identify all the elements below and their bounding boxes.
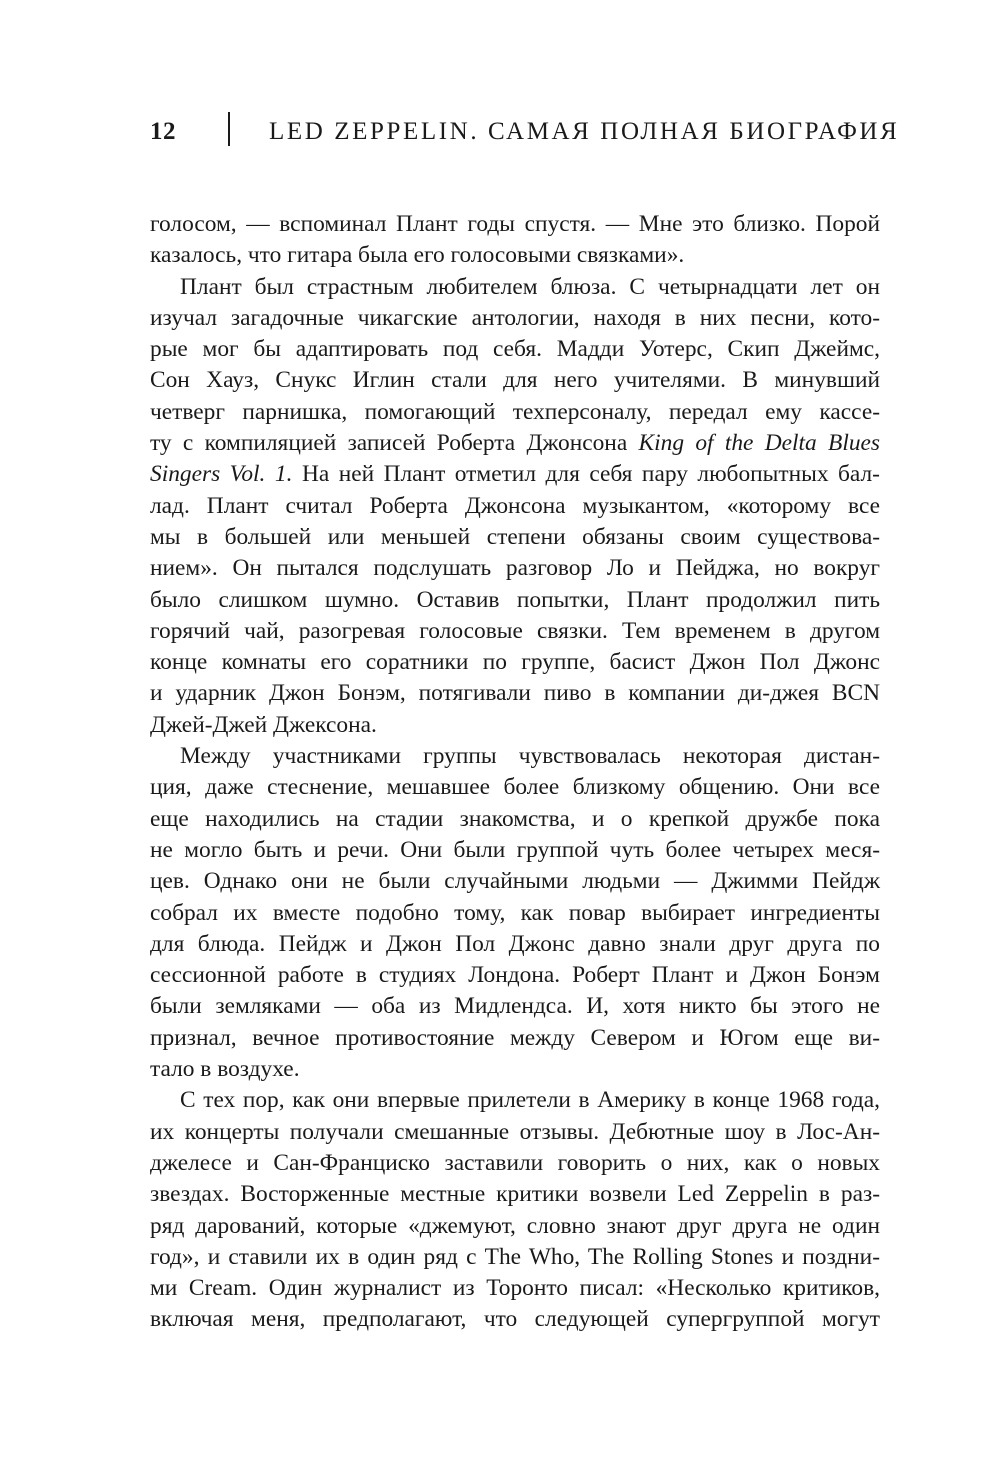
body-text: [150, 209, 880, 1336]
text-line: ряд дарований, которые «джемуют, словно знают друг друга не один: [150, 1212, 880, 1239]
text-line: для блюда. Пейдж и Джон Пол Джонс давно знали друг друга по: [150, 930, 880, 957]
text-line: горячий чай, разогревая голосовые связки. Тем временем в другом: [150, 617, 880, 644]
text-line: рые мог бы адаптировать под себя. Мадди Уотерс, Скип Джеймс,: [150, 336, 880, 363]
text-line: ми Cream. Один журналист из Торонто писал: «Несколько критиков,: [150, 1275, 880, 1302]
header-divider: [228, 112, 230, 146]
text-line: мы в большей или меньшей степени обязаны своим существова-: [150, 523, 880, 550]
text-line: казалось, что гитара была его голосовыми связками».: [150, 242, 685, 269]
text-line: собрал их вместе подобно тому, как повар выбирает ингредиенты: [150, 899, 880, 926]
text-line: признал, вечное противостояние между Севером и Югом еще ви-: [150, 1024, 880, 1051]
text-line: конце комнаты его соратники по группе, басист Джон Пол Джонс: [150, 649, 880, 676]
running-header: [150, 112, 900, 156]
text-run: ту с компиляцией записей Роберта Джонсона: [150, 430, 628, 457]
text-line: Сон Хауз, Снукс Иглин стали для него учителями. В минувший: [150, 367, 880, 394]
text-line: включая меня, предполагают, что следующей супергруппой могут: [150, 1306, 880, 1333]
text-line: звездах. Восторженные местные критики возвели Led Zeppelin в раз-: [150, 1181, 880, 1208]
text-line: Плант был страстным любителем блюза. С четырнадцати лет он: [180, 273, 880, 300]
text-line: ция, даже стеснение, мешавшее более близкому общению. Они все: [150, 774, 880, 801]
text-line: не могло быть и речи. Они были группой чуть более четырех меся-: [150, 836, 880, 863]
text-line: [150, 459, 880, 490]
text-line: сессионной работе в студиях Лондона. Роберт Плант и Джон Бонэм: [150, 962, 880, 989]
text-line: Между участниками группы чувствовалась некоторая дистан-: [180, 743, 880, 770]
running-title: LED ZEPPELIN. САМАЯ ПОЛНАЯ БИОГРАФИЯ: [269, 118, 900, 145]
text-line: и ударник Джон Бонэм, потягивали пиво в компании ди-джея BCN: [150, 680, 880, 707]
text-line: было слишком шумно. Оставив попытки, Плант продолжил пить: [150, 586, 880, 613]
text-line: год», и ставили их в один ряд с The Who, The Rolling Stones и поздни-: [150, 1243, 880, 1270]
text-line: Джей-Джей Джексона.: [150, 711, 377, 738]
text-line: С тех пор, как они впервые прилетели в Америку в конце 1968 года,: [180, 1087, 880, 1114]
album-title-italic: King of the Delta Blues: [638, 430, 880, 457]
text-line: четверг парнишка, помогающий техперсоналу, передал ему кассе-: [150, 398, 880, 425]
text-line: голосом, — вспоминал Плант годы спустя. — Мне это близко. Порой: [150, 211, 880, 237]
text-line: тало в воздухе.: [150, 1056, 300, 1083]
text-line: еще находились на стадии знакомства, и о крепкой дружбе пока: [150, 805, 880, 832]
text-line: цев. Однако они не были случайными людьми — Джимми Пейдж: [150, 868, 880, 895]
text-line: [150, 428, 880, 459]
text-line: их концерты получали смешанные отзывы. Дебютные шоу в Лос-Ан-: [150, 1118, 880, 1145]
text-line: изучал загадочные чикагские антологии, находя в них песни, кото-: [150, 304, 880, 331]
page-number: 12: [150, 118, 176, 145]
text-line: лад. Плант считал Роберта Джонсона музыкантом, «которому все: [150, 492, 880, 519]
text-line: джелесе и Сан-Франциско заставили говорить о них, как о новых: [150, 1149, 880, 1176]
text-run: На ней Плант отметил для себя пару любопытных бал-: [301, 461, 880, 488]
album-title-italic: Singers Vol. 1.: [150, 461, 293, 488]
text-line: были земляками — оба из Мидлендса. И, хотя никто бы этого не: [150, 993, 880, 1020]
text-line: нием». Он пытался подслушать разговор Ло и Пейджа, но вокруг: [150, 555, 880, 582]
